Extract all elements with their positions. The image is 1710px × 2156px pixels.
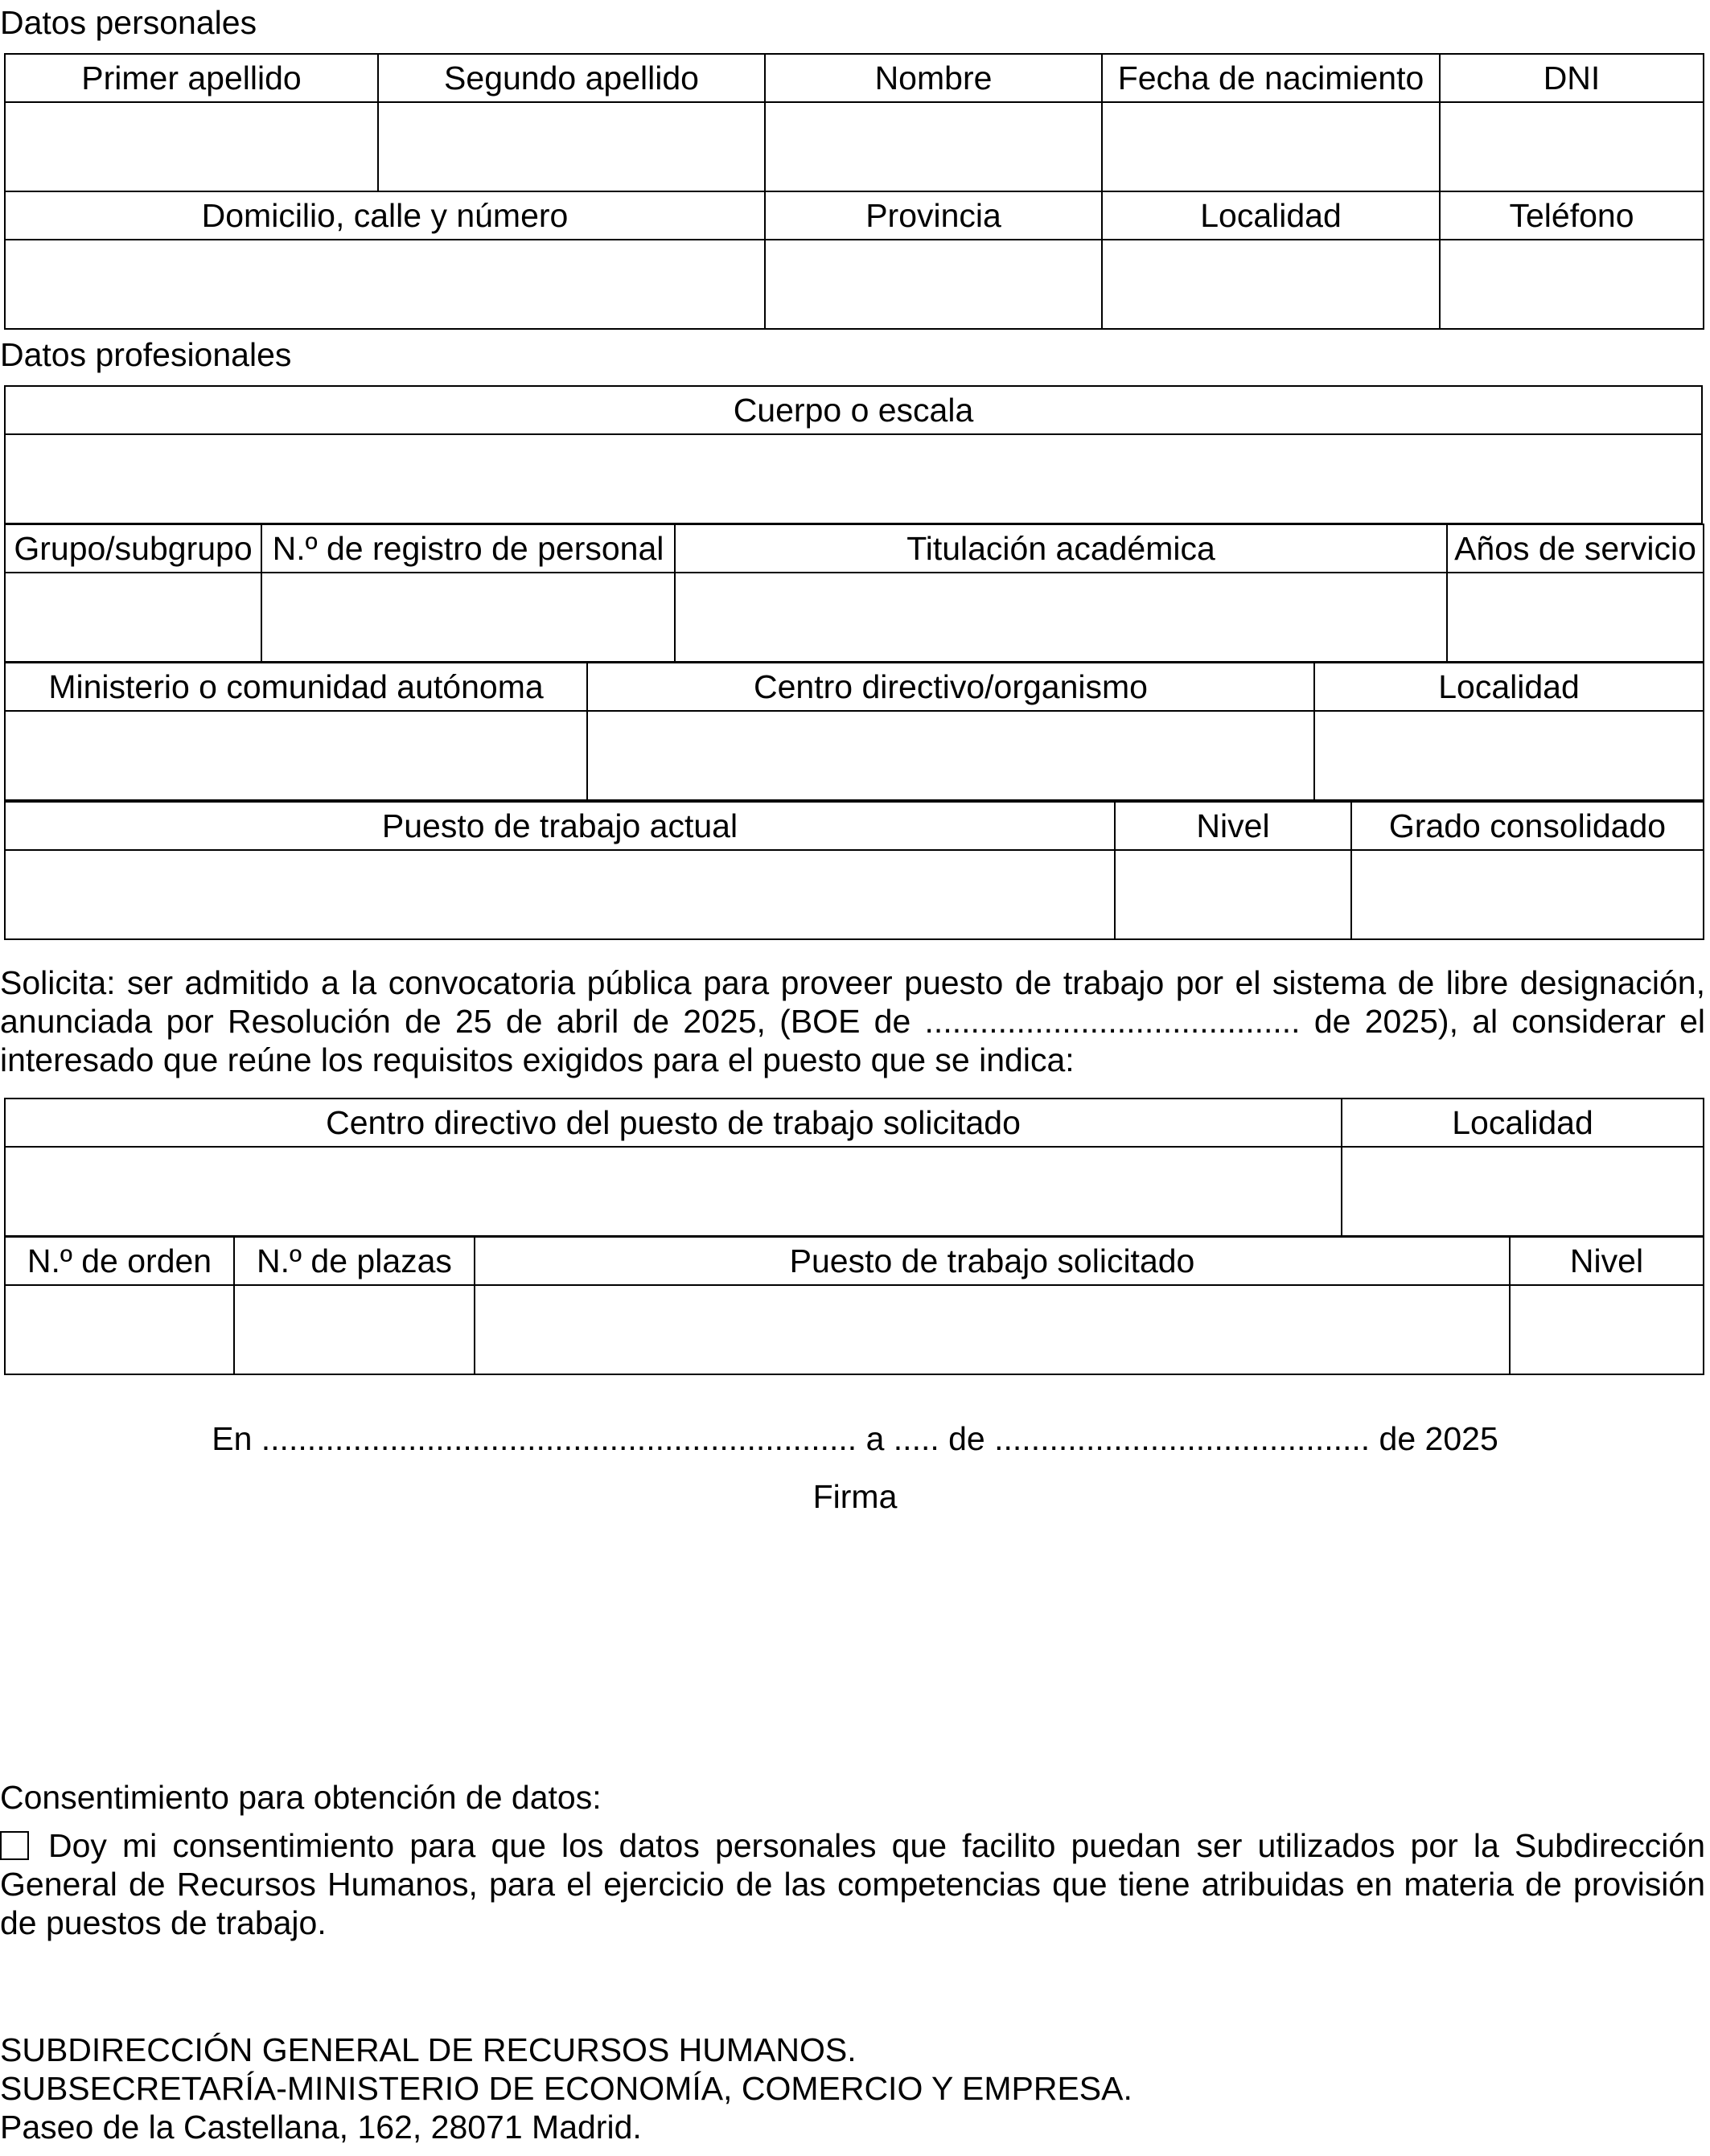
- field-numero-orden[interactable]: [5, 1285, 234, 1374]
- field-puesto-actual[interactable]: [5, 850, 1115, 939]
- field-telefono[interactable]: [1440, 240, 1704, 329]
- field-domicilio[interactable]: [5, 240, 765, 329]
- header-titulacion: Titulación académica: [675, 524, 1447, 573]
- field-titulacion[interactable]: [675, 573, 1447, 662]
- field-nivel-solicitado[interactable]: [1510, 1285, 1704, 1374]
- field-nombre[interactable]: [765, 102, 1102, 191]
- header-telefono: Teléfono: [1440, 191, 1704, 240]
- header-segundo-apellido: Segundo apellido: [378, 54, 765, 102]
- header-fecha-nacimiento: Fecha de nacimiento: [1102, 54, 1440, 102]
- field-anos-servicio[interactable]: [1447, 573, 1704, 662]
- field-grado-consolidado[interactable]: [1351, 850, 1704, 939]
- footer-line-2: SUBSECRETARÍA-MINISTERIO DE ECONOMÍA, COMERCIO Y EMPRESA.: [0, 2070, 1132, 2107]
- professional-cuerpo-table: [4, 385, 1703, 524]
- header-primer-apellido: Primer apellido: [5, 54, 378, 102]
- header-localidad: Localidad: [1102, 191, 1440, 240]
- field-segundo-apellido[interactable]: [378, 102, 765, 191]
- personal-data-title: Datos personales: [0, 4, 257, 41]
- header-puesto-solicitado: Puesto de trabajo solicitado: [475, 1237, 1510, 1285]
- header-domicilio: Domicilio, calle y número: [5, 191, 765, 240]
- header-localidad-profesional: Localidad: [1314, 663, 1704, 711]
- date-line: En ................................................................. a ..... de ......................................... de 2025: [212, 1420, 1498, 1457]
- header-grupo-subgrupo: Grupo/subgrupo: [5, 524, 261, 573]
- professional-data-title: Datos profesionales: [0, 336, 292, 373]
- requested-centro-table: [4, 1098, 1704, 1237]
- requested-puesto-table: [4, 1236, 1704, 1375]
- field-localidad[interactable]: [1102, 240, 1440, 329]
- header-provincia: Provincia: [765, 191, 1102, 240]
- field-primer-apellido[interactable]: [5, 102, 378, 191]
- field-ministerio[interactable]: [5, 711, 587, 800]
- header-centro-solicitado: Centro directivo del puesto de trabajo solicitado: [5, 1099, 1342, 1147]
- field-puesto-solicitado[interactable]: [475, 1285, 1510, 1374]
- request-paragraph: Solicita: ser admitido a la convocatoria pública para proveer puesto de trabajo por el sistema de libre designación, anunciada por Resolución de 25 de abril de 2025, (BOE de ......................................... de 2025), al considerar el interesado que reúne los requisitos exigidos para el puesto que se indica:: [0, 964, 1705, 1078]
- field-centro-solicitado[interactable]: [5, 1147, 1342, 1236]
- header-grado-consolidado: Grado consolidado: [1351, 802, 1704, 850]
- header-dni: DNI: [1440, 54, 1704, 102]
- header-nivel-solicitado: Nivel: [1510, 1237, 1704, 1285]
- consent-text: Doy mi consentimiento para que los datos personales que facilito puedan ser utilizados por la Subdirección General de Recursos Humanos, para el ejercicio de las competencias que tiene atribuidas en materia de provisión de puestos de trabajo.: [0, 1827, 1705, 1941]
- professional-ministerio-table: [4, 662, 1704, 801]
- field-numero-plazas[interactable]: [234, 1285, 475, 1374]
- field-dni[interactable]: [1440, 102, 1704, 191]
- header-anos-servicio: Años de servicio: [1447, 524, 1704, 573]
- field-centro-directivo[interactable]: [587, 711, 1314, 800]
- professional-grupo-table: [4, 524, 1704, 663]
- professional-puesto-table: [4, 801, 1704, 940]
- field-localidad-solicitada[interactable]: [1342, 1147, 1704, 1236]
- field-localidad-profesional[interactable]: [1314, 711, 1704, 800]
- field-provincia[interactable]: [765, 240, 1102, 329]
- header-registro-personal: N.º de registro de personal: [261, 524, 675, 573]
- header-numero-plazas: N.º de plazas: [234, 1237, 475, 1285]
- personal-data-table: [4, 53, 1704, 330]
- header-numero-orden: N.º de orden: [5, 1237, 234, 1285]
- field-fecha-nacimiento[interactable]: [1102, 102, 1440, 191]
- header-localidad-solicitada: Localidad: [1342, 1099, 1704, 1147]
- consent-checkbox[interactable]: [0, 1831, 29, 1860]
- consent-paragraph: [0, 1826, 1705, 1942]
- footer-line-1: SUBDIRECCIÓN GENERAL DE RECURSOS HUMANOS.: [0, 2031, 857, 2068]
- consent-title: Consentimiento para obtención de datos:: [0, 1779, 602, 1816]
- footer-line-3: Paseo de la Castellana, 162, 28071 Madrid.: [0, 2109, 642, 2146]
- field-cuerpo-escala[interactable]: [5, 434, 1702, 524]
- header-cuerpo-escala: Cuerpo o escala: [5, 386, 1702, 434]
- field-nivel-actual[interactable]: [1115, 850, 1351, 939]
- signature-label: Firma: [812, 1478, 898, 1515]
- header-nombre: Nombre: [765, 54, 1102, 102]
- field-grupo-subgrupo[interactable]: [5, 573, 261, 662]
- header-ministerio: Ministerio o comunidad autónoma: [5, 663, 587, 711]
- header-centro-directivo: Centro directivo/organismo: [587, 663, 1314, 711]
- header-puesto-actual: Puesto de trabajo actual: [5, 802, 1115, 850]
- header-nivel-actual: Nivel: [1115, 802, 1351, 850]
- field-registro-personal[interactable]: [261, 573, 675, 662]
